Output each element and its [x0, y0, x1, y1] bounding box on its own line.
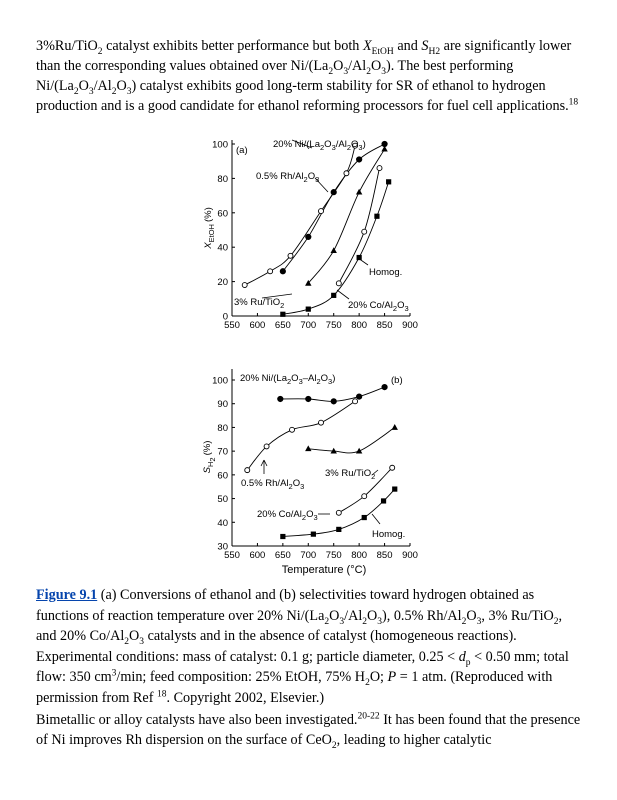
- chart-b-point-3: [336, 510, 341, 515]
- chart-b-point-1: [264, 444, 269, 449]
- chart-b-label-co: 20% $Co/Al_2O_3$: [257, 509, 318, 522]
- chart-b-point-4: [392, 486, 397, 491]
- chart-b-series-line-1: [247, 401, 355, 470]
- chart-b-ytick-label: 70: [217, 446, 228, 458]
- chart-b-panel-label: (b): [391, 375, 403, 386]
- chart-b-point-2: [305, 445, 311, 451]
- chart-a-label-ru: 3% Ru/TiO$_2$: [234, 297, 285, 310]
- bottom-paragraph: Bimetallic or alloy catalysts have also been investigated.$^{20-22}$ It has been found that the presence of Ni improves Rh dispersion on the surface of CeO$_2$, leading to higher catalytic: [36, 711, 581, 751]
- chart-b-xtick-label: 650: [274, 550, 291, 561]
- chart-a-xtick-label: 650: [274, 320, 291, 331]
- chart-a-xtick-label: 850: [376, 320, 393, 331]
- chart-b-point-1: [319, 420, 324, 425]
- chart-a-xtick-label: 550: [224, 320, 240, 331]
- figure-link[interactable]: Figure 9.1: [36, 587, 98, 603]
- chart-b-ytick-label: 90: [217, 399, 228, 411]
- chart-b-series-line-2: [308, 427, 394, 453]
- chart-b-ytick-label: 60: [217, 470, 228, 482]
- chart-b-point-4: [362, 515, 367, 520]
- chart-a-ytick-label: 60: [217, 208, 228, 220]
- chart-b-label-homog: Homog.: [372, 529, 406, 540]
- chart-b-point-0: [278, 396, 283, 401]
- chart-a-xtick-label: 600: [249, 320, 266, 331]
- chart-b-leader-homog: [372, 514, 380, 524]
- chart-b-xtick-label: 850: [376, 550, 393, 561]
- chart-a-ytick-label: 100: [212, 139, 228, 151]
- chart-b-point-4: [280, 534, 285, 539]
- chart-b-label-ni: 20% $Ni/(La_2O_3-Al_2O_3)$: [240, 373, 336, 386]
- chart-b-ytick-label: 80: [217, 422, 228, 434]
- chart-b-xlabel: Temperature (°C): [281, 564, 367, 576]
- chart-b-xtick-label: 900: [402, 550, 418, 561]
- chart-b-point-4: [381, 498, 386, 503]
- chart-b-ytick-label: 50: [217, 494, 228, 506]
- chart-b-xtick-label: 600: [249, 550, 266, 561]
- chart-b-xtick-label: 800: [351, 550, 368, 561]
- chart-b-ytick-label: 40: [217, 517, 228, 529]
- chart-a-label-ni: 20% $Ni/(La_2O_3/Al_2O_3)$: [273, 139, 366, 152]
- chart-b-point-1: [290, 427, 295, 432]
- chart-b-xtick-label: 750: [325, 550, 342, 561]
- chart-b-point-4: [336, 527, 341, 532]
- chart-b-xtick-label: 550: [224, 550, 240, 561]
- chart-b-point-3: [390, 465, 395, 470]
- chart-b-point-3: [362, 494, 367, 499]
- chart-a-label-rh: 0.5% $Rh/Al_2O_3$: [256, 171, 320, 184]
- chart-b-ytick-label: 30: [217, 541, 228, 553]
- chart-b-point-2: [356, 448, 362, 454]
- top-paragraph: 3%Ru/TiO$_2$ catalyst exhibits better performance but both $X_{EtOH}$ and $S_{H2}$ are significantly lower than the corresponding values obtained over $Ni/(La_2O_3/Al_2O_3)$. The best performing $Ni/(La_2O_3/Al_2O_3)$ catalyst exhibits good long-term stability for SR of ethanol to hydrogen production and is a good candidate for ethanol reforming processors for fuel cell applications.$^{18}$: [36, 38, 579, 114]
- chart-a-panel-label: (a): [236, 145, 248, 156]
- chart-b-point-0: [306, 396, 311, 401]
- chart-b-ylabel: $S_{H2}(\%)$: [202, 440, 217, 474]
- figure-caption: Figure 9.1 (a) Conversions of ethanol and (b) selectivities toward hydrogen obtained as functions of reaction temperature over 20% $Ni/(La_2O_3/Al_2O_3)$, 0.5% $Rh/Al_2O_3$, 3% Ru/TiO$_2$, and 20% $Co/Al_2O_3$ catalysts and in the absence of catalyst (homogeneous reactions). Experimental conditions: mass of catalyst: 0.1 g; particle diameter, $0.25 < d_p < 0.50$ mm; total flow: 350 $cm^3/\min$; feed composition: 25% EtOH, 75% $H_2O$; P = 1 atm. (Reproduced with permission from Ref $^{18}$. Copyright 2002, Elsevier.): [36, 587, 569, 706]
- chart-a-ylabel: $X_{EtOH}(\%)$: [203, 207, 216, 249]
- chart-a-ytick-label: 20: [217, 277, 228, 289]
- chart-b-point-1: [353, 399, 358, 404]
- chart-a-ytick-label: 80: [217, 173, 228, 185]
- chart-a-label-homog: Homog.: [369, 267, 403, 278]
- chart-b-point-0: [357, 394, 362, 399]
- chart-b-ytick-label: 100: [212, 375, 228, 387]
- chart-a-ytick-label: 40: [217, 242, 228, 254]
- chart-a-xtick-label: 700: [300, 320, 317, 331]
- chart-a-xtick-label: 900: [402, 320, 418, 331]
- chart-b-label-ru: 3% Ru/TiO$_2$: [325, 468, 376, 481]
- chart-b-point-1: [245, 468, 250, 473]
- chart-a-xtick-label: 750: [325, 320, 342, 331]
- chart-b-point-0: [382, 385, 387, 390]
- chart-b-label-rh: 0.5% $Rh/Al_2O_3$: [241, 478, 305, 491]
- chart-a-ytick-label: 0: [222, 311, 228, 323]
- chart-a-xtick-label: 800: [351, 320, 368, 331]
- chart-b-point-0: [331, 399, 336, 404]
- chart-b-point-4: [311, 532, 316, 537]
- chart-b-xtick-label: 700: [300, 550, 317, 561]
- chart-b-point-2: [392, 424, 398, 430]
- chart-a-label-co: 20% $Co/Al_2O_3$: [348, 300, 409, 313]
